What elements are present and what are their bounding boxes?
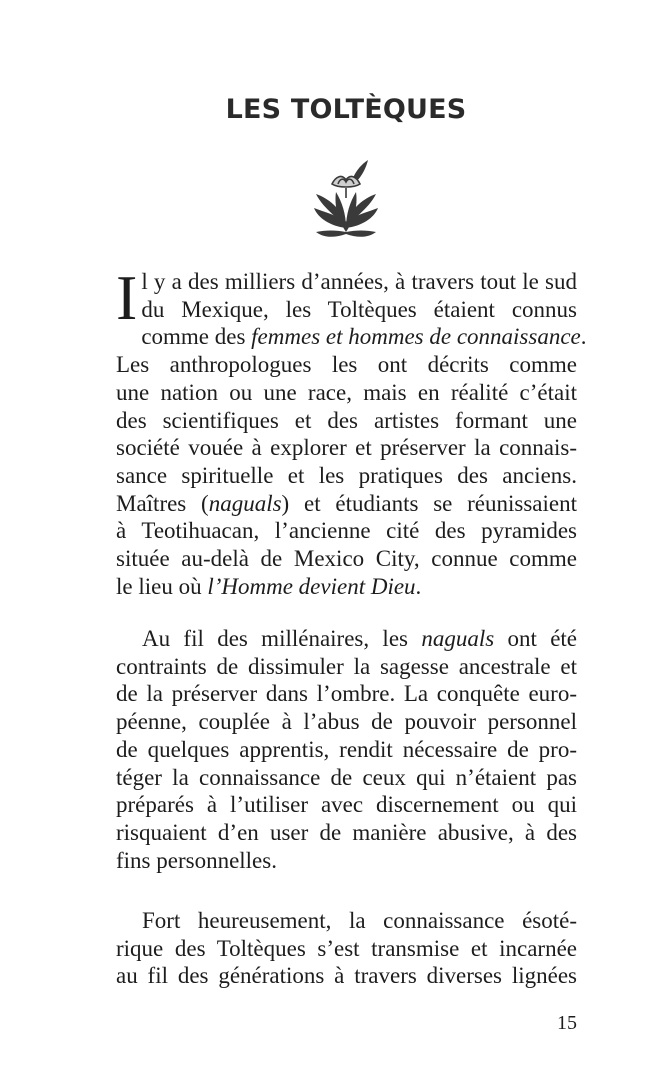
paragraph-2 xyxy=(116,625,577,874)
paragraph-3-line: Fort heureusement, la connaissance ésoté- xyxy=(142,908,577,933)
paragraph-1-line: Les anthropologues les ont décrits comme xyxy=(116,352,577,378)
paragraph-3-line: rique des Toltèques s’est transmise et incarnée xyxy=(116,935,577,961)
paragraph-1-line: Maîtres (naguals) et étudiants se réunissaient xyxy=(116,490,577,516)
paragraph-1-line: société vouée à explorer et préserver la connais- xyxy=(116,435,577,461)
paragraph-1-line: l y a des milliers d’années, à travers tout le sud xyxy=(141,269,577,294)
page-number: 15 xyxy=(557,1012,577,1034)
flower-ornament-icon xyxy=(310,158,382,242)
paragraph-2-line: Au fil des millénaires, les naguals ont été xyxy=(142,626,577,651)
paragraph-2-line: de la préserver dans l’ombre. La conquête euro- xyxy=(116,681,577,707)
paragraph-2-line: de quelques apprentis, rendit nécessaire de pro- xyxy=(116,736,577,762)
paragraph-1-line: comme des femmes et hommes de connaissance. xyxy=(141,324,587,350)
paragraph-2-line: risquaient d’en user de manière abusive, à des xyxy=(116,819,577,845)
paragraph-3 xyxy=(116,907,577,990)
page-title: LES TOLTÈQUES xyxy=(225,94,467,125)
paragraph-2-line: fins personnelles. xyxy=(116,847,277,873)
paragraph-2-line: préparés à l’utiliser avec discernement ou qui xyxy=(116,792,577,818)
paragraph-3-line: au fil des générations à travers diverses lignées xyxy=(116,963,577,989)
paragraph-1 xyxy=(116,262,587,600)
paragraph-1-line: sance spirituelle et les pratiques des anciens. xyxy=(116,462,577,488)
paragraph-2-line: péenne, couplée à l’abus de pouvoir personnel xyxy=(116,709,577,735)
paragraph-1-line: le lieu où l’Homme devient Dieu. xyxy=(116,573,422,599)
paragraph-1-line: située au-delà de Mexico City, connue comme xyxy=(116,546,577,572)
paragraph-1-line: une nation ou une race, mais en réalité c’était xyxy=(116,379,577,405)
paragraph-1-line: du Mexique, les Toltèques étaient connus xyxy=(141,296,577,322)
drop-cap: I xyxy=(116,262,138,333)
paragraph-1-line: des scientifiques et des artistes formant une xyxy=(116,407,577,433)
paragraph-2-line: contraints de dissimuler la sagesse ancestrale et xyxy=(116,653,577,679)
paragraph-1-line: à Teotihuacan, l’ancienne cité des pyramides xyxy=(116,518,577,544)
paragraph-2-line: téger la connaissance de ceux qui n’étaient pas xyxy=(116,764,577,790)
